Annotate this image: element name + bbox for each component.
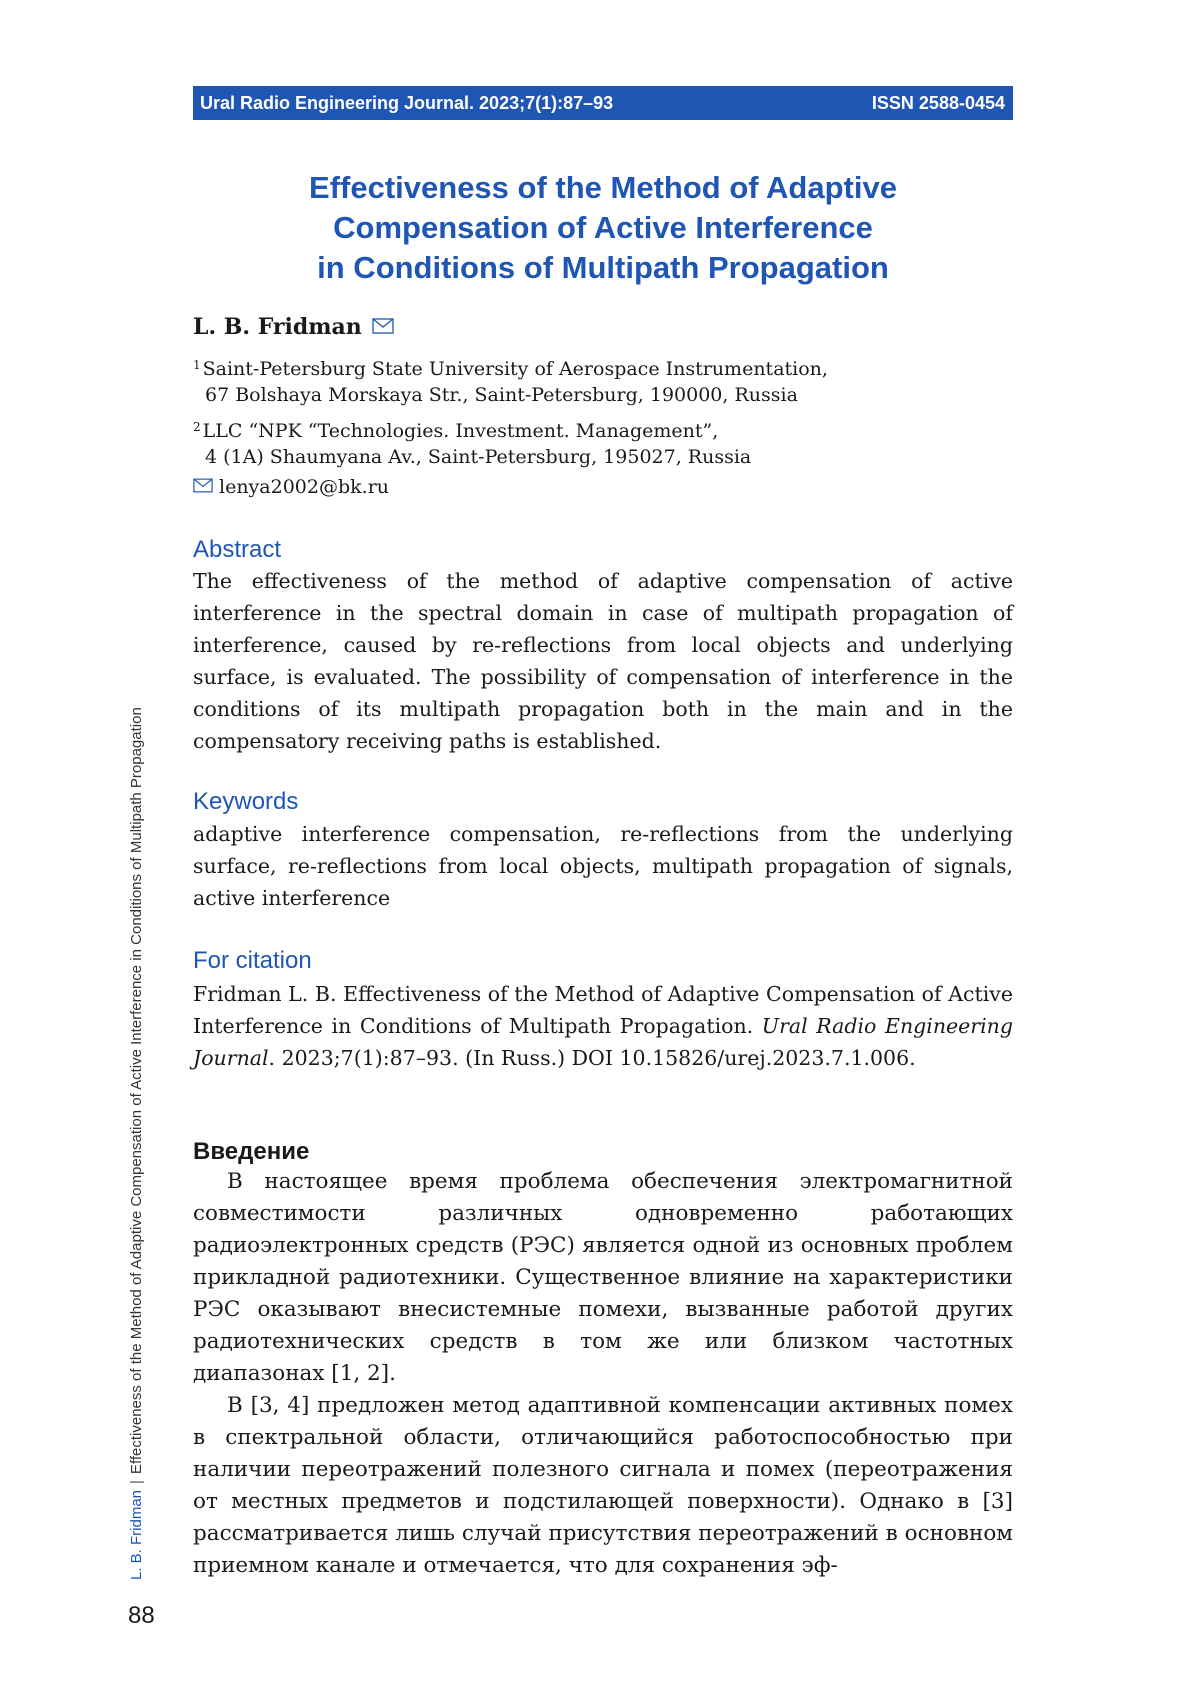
affiliation-number: 2 xyxy=(193,420,201,434)
title-line-3: in Conditions of Multipath Propagation xyxy=(317,250,889,285)
affiliation-2 xyxy=(193,414,751,470)
keywords-text: adaptive interference compensation, re-reflections from the underlying surface, re-reflections from local objects, multipath propagation of signals, active interference xyxy=(193,822,1013,910)
author-name: L. B. Fridman xyxy=(193,314,362,340)
affiliation-address: 67 Bolshaya Morskaya Str., Saint-Petersburg, 190000, Russia xyxy=(205,384,798,406)
title-line-1: Effectiveness of the Method of Adaptive xyxy=(309,170,897,205)
abstract-text: The effectiveness of the method of adaptive compensation of active interference in the spectral domain in case of multipath propagation of interference, caused by re-reflections from local objects and underlying surface, is evaluated. The possibility of compensation of interference in the conditions of its multipath propagation both in the main and in the compensatory receiving paths is established. xyxy=(193,569,1013,753)
introduction-heading: Введение xyxy=(193,1138,310,1165)
email-link[interactable]: lenya2002@bk.ru xyxy=(219,476,390,498)
envelope-icon xyxy=(193,476,213,498)
side-title: Effectiveness of the Method of Adaptive Compensation of Active Interference in Conditions of Multipath Propagation xyxy=(128,707,145,1475)
journal-citation-header: Ural Radio Engineering Journal. 2023;7(1):87–93 xyxy=(200,92,614,113)
running-side-title xyxy=(128,580,145,1580)
citation-heading: For citation xyxy=(193,947,312,974)
citation-text-before: Fridman L. B. Effectiveness of the Method of Adaptive Compensation of Active Interference in Conditions of Multipath Propagation. xyxy=(193,982,1013,1038)
article-title xyxy=(193,168,1013,288)
title-line-2: Compensation of Active Interference xyxy=(333,210,873,245)
envelope-icon[interactable] xyxy=(372,314,394,340)
intro-paragraph-2: В [3, 4] предложен метод адаптивной компенсации активных помех в спектральной области, отличающийся работоспособностью при наличии переотражений полезного сигнала и помех (переотражения от местных предметов и подстилающей поверхности). Однако в [3] рассматривается лишь случай присутствия переотражений в основном приемном канале и отмечается, что для сохранения эф- xyxy=(193,1393,1013,1578)
affiliation-1 xyxy=(193,352,828,408)
author-email xyxy=(193,476,389,498)
side-separator: | xyxy=(128,1480,145,1484)
citation-journal-name: Ural Radio Engineering Journal xyxy=(193,1014,1013,1070)
abstract-heading: Abstract xyxy=(193,536,282,563)
issn-label: ISSN 2588-0454 xyxy=(871,92,1005,113)
intro-paragraph-1: В настоящее время проблема обеспечения электромагнитной совместимости различных одновременно работающих радиоэлектронных средств (РЭС) является одной из основных проблем прикладной радиотехники. Существенное влияние на характеристики РЭС оказывают внесистемные помехи, вызванные работой других радиотехнических средств в том же или близком частотных диапазонах [1, 2]. xyxy=(193,1169,1013,1386)
page-number: 88 xyxy=(128,1602,155,1629)
side-author: L. B. Fridman xyxy=(128,1489,145,1580)
affiliation-number: 1 xyxy=(193,358,201,372)
journal-header xyxy=(193,86,1013,120)
affiliation-line: LLC “NPK “Technologies. Investment. Management”, xyxy=(202,420,719,442)
citation-text-after: . 2023;7(1):87–93. (In Russ.) DOI 10.15826/urej.2023.7.1.006. xyxy=(268,1046,916,1070)
citation-text xyxy=(193,978,1013,1074)
affiliation-address: 4 (1A) Shaumyana Av., Saint-Petersburg, 195027, Russia xyxy=(205,446,752,468)
author-line xyxy=(193,314,394,340)
keywords-heading: Keywords xyxy=(193,788,299,815)
affiliation-line: Saint-Petersburg State University of Aerospace Instrumentation, xyxy=(202,358,828,380)
